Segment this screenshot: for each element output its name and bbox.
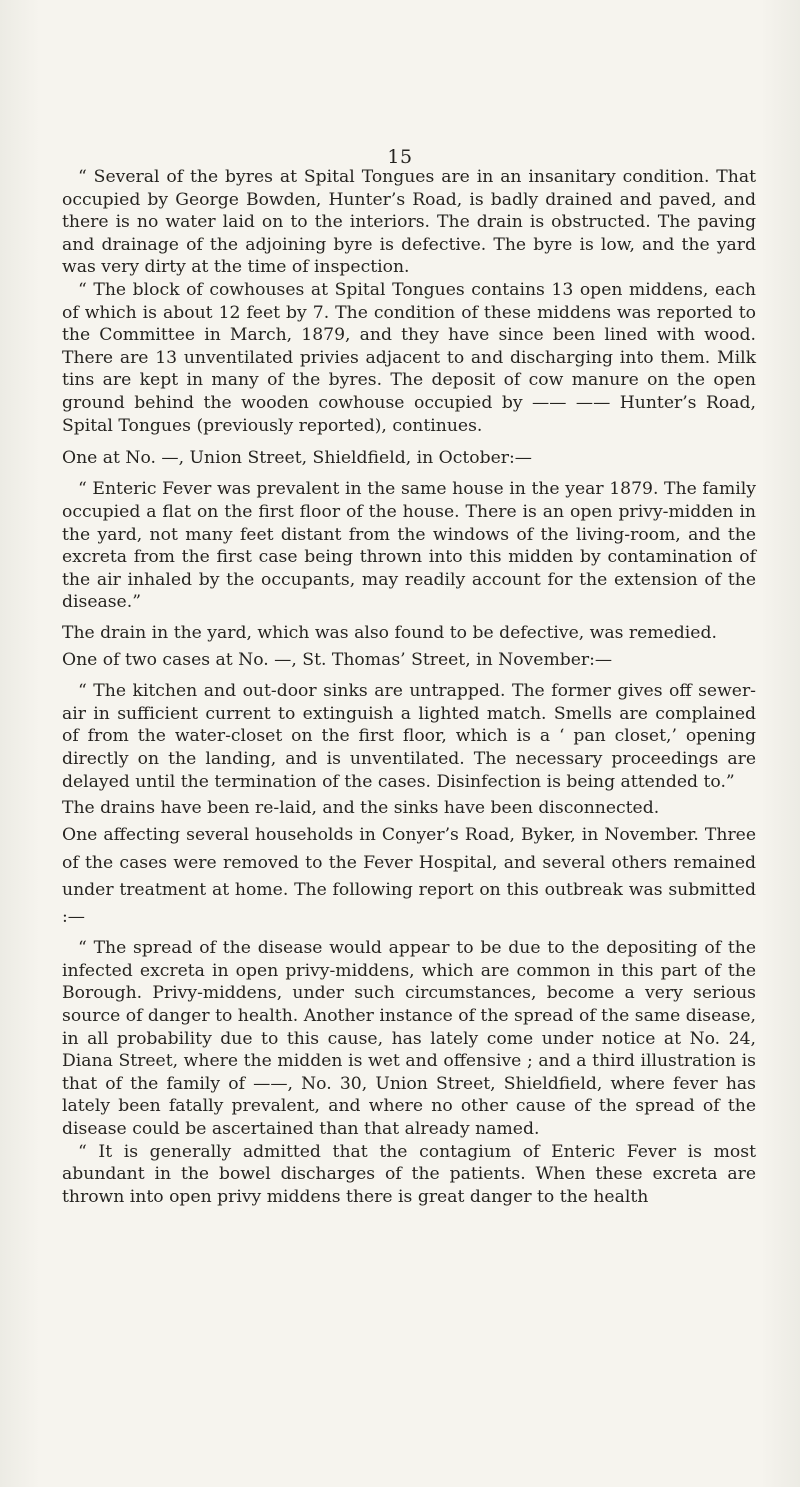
paragraph-drains-relaid: The drains have been re-laid, and the sinks have been disconnected. <box>62 798 660 819</box>
paragraph-sinks-report: “ The kitchen and out-door sinks are untrapped. The former gives off sewer-air in sufficient current to extinguish a lighted match. Smells are complained of from the water-closet on the first floor, which is a ‘ pan closet,’ opening directly on the landing, and is unventilated. The necessary proceedings are delayed until the termination of the cases. Disinfection is being attended to.” <box>62 681 756 792</box>
paragraph-conyers-road-case: One affecting several households in Conyer’s Road, Byker, in November. Three of the cases were removed to the Fever Hospital, and several others remained under treatment at home. The following report on this outbreak was submitted :— <box>62 825 756 928</box>
paragraph-byres-condition: “ Several of the byres at Spital Tongues are in an insanitary condition. That occupied by George Bowden, Hunter’s Road, is badly drained and paved, and there is no water laid on to the interiors. The drain is obstructed. The paving and drainage of the adjoining byre is defective. The byre is low, and the yard was very dirty at the time of inspection. <box>62 167 756 278</box>
paragraph-union-street-case: One at No. —, Union Street, Shieldfield, in October:— <box>62 448 532 469</box>
body-text <box>62 166 756 1208</box>
paragraph-st-thomas-case: One of two cases at No. —, St. Thomas’ Street, in November:— <box>62 650 613 671</box>
paragraph-enteric-fever-report: “ Enteric Fever was prevalent in the same house in the year 1879. The family occupied a flat on the first floor of the house. There is an open privy-midden in the yard, not many feet distant from the windows of the living-room, and the excreta from the first case being thrown into this midden by contamination of the air inhaled by the occupants, may readily account for the extension of the disease.” <box>62 479 756 613</box>
paragraph-drain-remedied: The drain in the yard, which was also found to be defective, was remedied. <box>62 622 717 643</box>
paragraph-contagium: “ It is generally admitted that the contagium of Enteric Fever is most abundant in the bowel discharges of the patients. When these excreta are thrown into open privy middens there is great danger to the health <box>62 1141 756 1207</box>
page-number: 15 <box>387 146 413 168</box>
paragraph-cowhouses-middens: “ The block of cowhouses at Spital Tongues contains 13 open middens, each of which is about 12 feet by 7. The condition of these middens was reported to the Committee in March, 1879, and they have since been lined with wood. There are 13 unventilated privies adjacent to and discharging into them. Milk tins are kept in many of the byres. The deposit of cow manure on the open ground behind the wooden cowhouse occupied by —— —— Hunter’s Road, Spital Tongues (previously reported), continues. <box>62 279 756 436</box>
paragraph-spread-report: “ The spread of the disease would appear to be due to the depositing of the infected excreta in open privy-middens, which are common in this part of the Borough. Privy-middens, under such circumstances, become a very serious source of danger to health. Another instance of the spread of the same disease, in all probability due to this cause, has lately come under notice at No. 24, Diana Street, where the midden is wet and offensive ; and a third illustration is that of the family of ——, No. 30, Union Street, Shieldfield, where fever has lately been fatally prevalent, and where no other cause of the spread of the disease could be ascertained than that already named. <box>62 938 756 1140</box>
